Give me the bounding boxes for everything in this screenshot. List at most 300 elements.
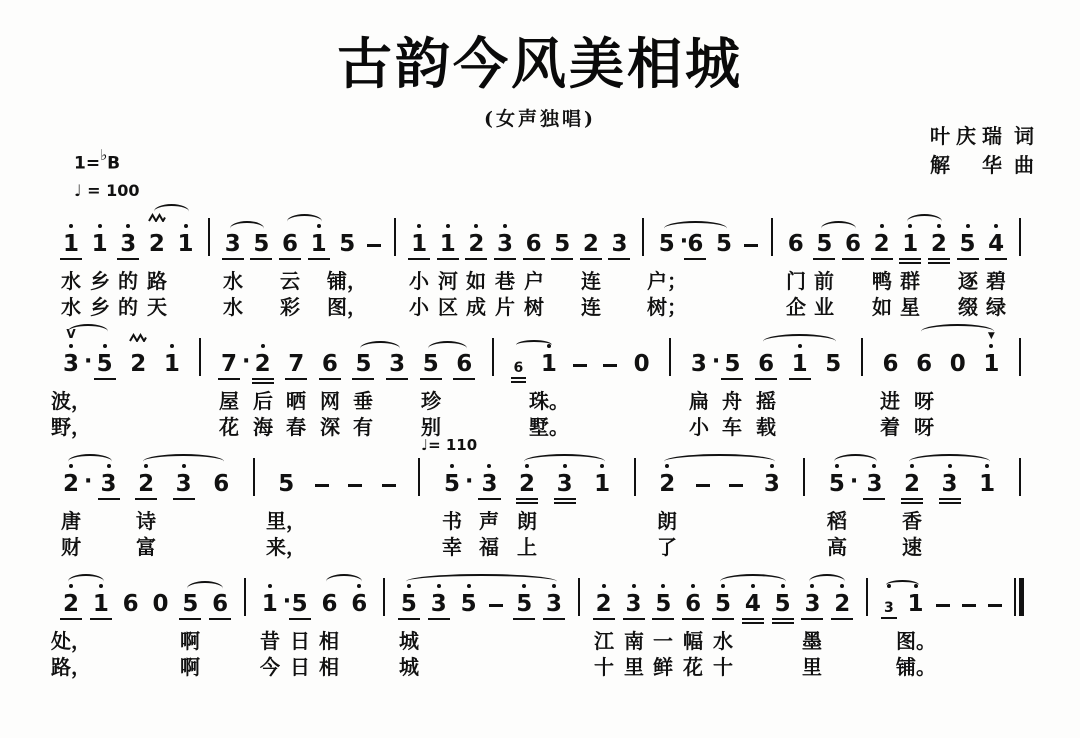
lyric-syllable: 绿 — [986, 295, 1006, 319]
note-digit: 5 — [291, 593, 309, 616]
note — [287, 353, 305, 376]
underline — [511, 377, 527, 379]
octave-dot — [98, 224, 102, 228]
lyric-syllable: 舟 — [722, 389, 742, 413]
note — [987, 233, 1005, 256]
note-digit: 3 — [625, 593, 643, 616]
note-digit: 6 — [513, 361, 525, 375]
note-digit: 3 — [763, 471, 780, 497]
rest-note — [949, 353, 967, 376]
note-digit: 1 — [177, 231, 194, 257]
note — [903, 473, 921, 496]
dash-extension — [348, 484, 362, 496]
underline — [179, 618, 201, 620]
lyric-syllable: 河 — [438, 269, 458, 293]
underline — [437, 258, 459, 260]
lyric-syllable: 树； — [647, 295, 687, 319]
note-digit: 6 — [321, 353, 339, 376]
octave-dot — [268, 584, 272, 588]
notes-row — [62, 562, 1024, 616]
note — [553, 233, 571, 256]
lyric-syllable: 相 — [319, 629, 339, 653]
note — [62, 468, 93, 497]
note-digit: 0 — [633, 351, 650, 377]
rest-note — [151, 593, 169, 616]
lyric-syllable: 扁 — [689, 389, 709, 413]
note-digit: 1 — [791, 353, 809, 376]
underline — [60, 618, 82, 620]
dash-extension — [382, 484, 396, 496]
note-digit: 3 — [803, 593, 821, 616]
note-digit: 2 — [833, 593, 851, 616]
note — [261, 588, 292, 617]
underline — [408, 258, 430, 260]
note-digit: 2 — [930, 233, 948, 256]
note — [62, 327, 93, 377]
note-digit: 5 — [714, 593, 732, 616]
note — [815, 233, 833, 256]
song-title: 古韵今风美相城 — [336, 32, 743, 96]
lyric-syllable: 呀 — [914, 415, 934, 439]
octave-dot — [503, 224, 507, 228]
underline — [90, 618, 112, 620]
octave-dot — [880, 224, 884, 228]
lyric-syllable: 高 — [827, 535, 847, 559]
note — [901, 233, 919, 256]
lyric-syllable: 财 — [61, 535, 81, 559]
note — [828, 468, 859, 497]
lyric-syllable: 水 — [61, 269, 81, 293]
lyric-syllable: 天 — [147, 295, 167, 319]
underline — [511, 381, 527, 383]
note — [873, 233, 891, 256]
underline — [881, 617, 897, 619]
lyric-syllable: 载 — [756, 415, 776, 439]
lyric-syllable: 门 — [786, 269, 806, 293]
note — [220, 348, 251, 377]
note-digit: 2 — [137, 473, 155, 496]
note-digit: 3 — [941, 473, 959, 496]
note — [277, 473, 295, 496]
song-subtitle: (女声独唱) — [484, 107, 596, 130]
octave-dot — [721, 584, 725, 588]
note-digit: 6 — [686, 233, 704, 256]
note-digit: 5 — [354, 353, 372, 376]
note — [119, 233, 137, 256]
note — [91, 233, 109, 256]
note-digit: 3 — [883, 601, 895, 615]
verse-line-1 — [51, 388, 1024, 414]
underline — [516, 502, 538, 504]
note — [556, 473, 574, 496]
octave-dot — [910, 464, 914, 468]
note-digit: 2 — [873, 233, 891, 256]
lyric-syllable: 别 — [421, 415, 441, 439]
note-digit: 6 — [122, 591, 139, 617]
lyric-syllable: 朗 — [517, 509, 537, 533]
key-prefix: 1= — [74, 153, 101, 174]
underline — [543, 618, 565, 620]
octave-dot — [751, 584, 755, 588]
octave-dot — [661, 584, 665, 588]
lyric-syllable: 水 — [61, 295, 81, 319]
lyric-syllable: 朗 — [657, 509, 677, 533]
note-digit: 3 — [610, 233, 628, 256]
lyric-syllable: 里 — [624, 655, 644, 679]
dash-extension — [603, 364, 617, 376]
note — [460, 593, 478, 616]
note-digit: 3 — [224, 233, 242, 256]
note-digit: 3 — [388, 353, 406, 376]
octave-dot — [948, 464, 952, 468]
note — [744, 593, 762, 616]
lyric-syllable: 幅 — [683, 629, 703, 653]
key-tempo-block — [74, 148, 140, 200]
note-digit: 6 — [684, 593, 702, 616]
dash-extension — [936, 604, 950, 616]
note-digit: 1 — [410, 233, 428, 256]
octave-dot — [182, 464, 186, 468]
note-digit: 5 — [774, 593, 792, 616]
barline — [489, 338, 497, 376]
tempo-marking: ♩ = 100 — [74, 180, 140, 200]
note — [122, 593, 140, 616]
lyric-syllable: 有 — [353, 415, 373, 439]
lyric-syllable: 如 — [872, 295, 892, 319]
octave-dot — [937, 224, 941, 228]
note-digit: 6 — [213, 471, 230, 497]
lyric-syllable: 乡 — [90, 269, 110, 293]
underline — [465, 258, 487, 260]
underline — [863, 498, 885, 500]
octave-dot — [691, 584, 695, 588]
lyric-syllable: 鲜 — [653, 655, 673, 679]
lyric-syllable: 小 — [689, 415, 709, 439]
note-digit: 1 — [979, 471, 996, 497]
lyric-syllable: 网 — [320, 389, 340, 413]
octave-dot — [487, 464, 491, 468]
note — [430, 593, 448, 616]
octave-dot — [914, 584, 918, 588]
lyric-syllable: 啊 — [180, 629, 200, 653]
note — [163, 353, 181, 376]
barline — [575, 578, 583, 616]
underline — [939, 502, 961, 504]
lyric-syllable: 日 — [290, 655, 310, 679]
music-system — [51, 322, 1024, 440]
note — [400, 593, 418, 616]
rest-note — [633, 353, 651, 376]
note-digit: 1 — [907, 591, 924, 617]
note-digit: 6 — [351, 591, 368, 617]
octave-dot — [467, 584, 471, 588]
lyric-syllable: 里， — [266, 509, 306, 533]
mordent-icon — [129, 333, 147, 342]
lyric-syllable: 唐 — [61, 509, 81, 533]
underline — [554, 498, 576, 500]
key-signature — [74, 148, 140, 174]
note-digit: 1 — [310, 233, 328, 256]
note-digit: 2 — [659, 471, 676, 497]
underline — [899, 258, 921, 260]
lyric-syllable: 幸 — [442, 535, 462, 559]
octave-dot — [770, 464, 774, 468]
underline — [209, 618, 231, 620]
note-digit: 6 — [787, 231, 804, 257]
note — [212, 473, 230, 496]
lyric-syllable: 如 — [466, 269, 486, 293]
underline — [801, 618, 823, 620]
underline — [222, 258, 244, 260]
underline — [420, 378, 442, 380]
lyric-syllable: 的 — [118, 269, 138, 293]
note-digit: 2 — [130, 351, 147, 377]
note-digit: 3 · — [63, 348, 93, 377]
lyric-syllable: 的 — [118, 295, 138, 319]
underline — [60, 258, 82, 260]
music-system — [61, 436, 1024, 560]
note — [281, 233, 299, 256]
underline — [772, 622, 794, 624]
note-digit: 6 — [455, 353, 473, 376]
octave-dot — [170, 344, 174, 348]
note-digit: 4 — [987, 233, 1005, 256]
note — [92, 593, 110, 616]
lyric-syllable: 图， — [327, 295, 367, 319]
music-system — [51, 562, 1024, 680]
lyric-syllable: 珍 — [421, 389, 441, 413]
note-digit: 6 — [525, 233, 543, 256]
note — [175, 473, 193, 496]
lyric-syllable: 连 — [581, 269, 601, 293]
note — [211, 593, 229, 616]
note — [181, 593, 199, 616]
note-digit: 5 — [515, 593, 533, 616]
underline — [813, 258, 835, 260]
note — [388, 353, 406, 376]
barline — [666, 338, 674, 376]
note-digit: 6 — [882, 351, 899, 377]
underline — [252, 378, 274, 380]
note-digit: 4 — [744, 593, 762, 616]
octave-dot — [357, 584, 361, 588]
underline — [453, 378, 475, 380]
note — [480, 473, 498, 496]
note-digit: 5 — [715, 231, 732, 257]
notes-row — [62, 436, 1024, 497]
barline — [1016, 458, 1024, 496]
dash-extension — [367, 244, 381, 256]
octave-dot — [69, 464, 73, 468]
underline — [308, 258, 330, 260]
lyric-syllable: 了 — [657, 535, 677, 559]
notes-row — [62, 202, 1024, 256]
note-digit: 1 — [163, 351, 180, 377]
note — [654, 593, 672, 616]
note-digit: 5 — [96, 353, 114, 376]
lyric-syllable: 江 — [594, 629, 614, 653]
lyric-syllable: 墨 — [802, 629, 822, 653]
octave-dot — [437, 584, 441, 588]
octave-dot — [99, 584, 103, 588]
underline — [721, 378, 743, 380]
note-digit: 2 — [62, 593, 80, 616]
verse-line-2 — [62, 294, 1024, 320]
underline — [279, 258, 301, 260]
note — [787, 233, 805, 256]
lyric-syllable: 来， — [266, 535, 306, 559]
note — [658, 473, 676, 496]
note — [148, 233, 166, 256]
verse-line-1 — [62, 268, 1024, 294]
lyric-syllable: 春 — [286, 415, 306, 439]
note-digit: 2 — [148, 231, 165, 257]
underline — [478, 498, 500, 500]
slur-arc — [834, 454, 877, 469]
octave-dot — [450, 464, 454, 468]
note — [803, 593, 821, 616]
underline — [94, 378, 116, 380]
systems — [51, 202, 1024, 682]
octave-dot — [985, 464, 989, 468]
lyric-syllable: 成 — [466, 295, 486, 319]
note — [684, 593, 702, 616]
note — [593, 473, 611, 496]
underline — [682, 618, 704, 620]
note-digit: 0 — [949, 351, 966, 377]
note — [310, 233, 328, 256]
note — [545, 593, 563, 616]
dash-extension — [696, 484, 710, 496]
note — [625, 593, 643, 616]
note — [907, 593, 925, 616]
lyric-syllable: 进 — [880, 389, 900, 413]
flat-icon: ♭ — [100, 146, 108, 164]
lyric-syllable: 鸭 — [872, 269, 892, 293]
note — [715, 233, 733, 256]
note — [844, 233, 862, 256]
lyric-syllable: 云 — [280, 269, 300, 293]
barline — [380, 578, 388, 616]
note — [338, 233, 356, 256]
note-digit: 5 — [181, 593, 199, 616]
final-barline — [1014, 578, 1024, 616]
note-digit: 1 — [594, 471, 611, 497]
note-digit: 5 — [553, 233, 571, 256]
key-note: B — [107, 153, 121, 174]
note-digit: 5 · — [658, 228, 689, 257]
note-digit: 5 — [400, 593, 418, 616]
lyric-syllable: 声 — [479, 509, 499, 533]
lyric-syllable: 业 — [814, 295, 834, 319]
verse-line-2 — [51, 654, 1024, 680]
octave-dot — [261, 344, 265, 348]
slur-arc — [921, 324, 994, 339]
lyric-syllable: 处， — [51, 629, 91, 653]
note — [824, 353, 842, 376]
lyricist-name: 叶庆瑞 — [930, 124, 1002, 148]
note-digit: 2 — [467, 233, 485, 256]
octave-dot — [69, 344, 73, 348]
barline — [800, 458, 808, 496]
octave-dot — [107, 464, 111, 468]
note-digit: 3 — [480, 473, 498, 496]
lyric-syllable: 小 — [409, 269, 429, 293]
underline — [252, 382, 274, 384]
note — [941, 473, 959, 496]
octave-dot — [887, 584, 891, 588]
dash-extension — [573, 364, 587, 376]
lyric-syllable: 呀 — [914, 389, 934, 413]
composer-credit — [930, 151, 1034, 180]
note-digit: 5 — [959, 233, 977, 256]
note-digit: 5 — [460, 591, 477, 617]
lyric-syllable: 巷 — [495, 269, 515, 293]
note-digit: 1 — [62, 233, 80, 256]
octave-dot — [602, 584, 606, 588]
underline — [985, 258, 1007, 260]
note — [177, 233, 195, 256]
lyric-syllable: 连 — [581, 295, 601, 319]
note-digit: 5 — [339, 231, 356, 257]
slur-arc — [68, 454, 112, 469]
octave-dot — [407, 584, 411, 588]
underline — [285, 378, 307, 380]
note — [467, 233, 485, 256]
octave-dot — [522, 584, 526, 588]
dash-extension — [988, 604, 1002, 616]
lyric-syllable: 晒 — [286, 389, 306, 413]
note — [252, 233, 270, 256]
lyric-syllable: 铺。 — [896, 655, 936, 679]
barline — [863, 578, 871, 616]
octave-dot — [552, 584, 556, 588]
note — [455, 353, 473, 376]
lyric-syllable: 屋 — [219, 389, 239, 413]
note-digit: 1 — [540, 351, 557, 377]
lyric-syllable: 城 — [399, 629, 419, 653]
note-digit: 6 — [211, 593, 229, 616]
underline — [117, 258, 139, 260]
octave-dot — [69, 584, 73, 588]
note — [690, 348, 721, 377]
note-digit: 7 — [287, 353, 305, 376]
notes-row — [62, 322, 1024, 376]
note — [515, 593, 533, 616]
dash-extension — [744, 244, 758, 256]
octave-dot — [966, 224, 970, 228]
octave-dot — [840, 584, 844, 588]
underline — [386, 378, 408, 380]
verse-line-2 — [51, 414, 1024, 440]
lyric-syllable: 珠。 — [529, 389, 569, 413]
lyric-syllable: 南 — [624, 629, 644, 653]
lyric-syllable: 后 — [253, 389, 273, 413]
note-digit: 5 — [654, 593, 672, 616]
underline — [901, 498, 923, 500]
lyric-syllable: 波， — [51, 389, 91, 413]
barline — [1016, 338, 1024, 376]
octave-dot — [446, 224, 450, 228]
underline — [901, 502, 923, 504]
lyric-syllable: 上 — [517, 535, 537, 559]
octave-dot — [600, 464, 604, 468]
grace-note — [513, 361, 525, 376]
octave-dot — [525, 464, 529, 468]
note — [865, 473, 883, 496]
underline — [513, 618, 535, 620]
underline — [428, 618, 450, 620]
